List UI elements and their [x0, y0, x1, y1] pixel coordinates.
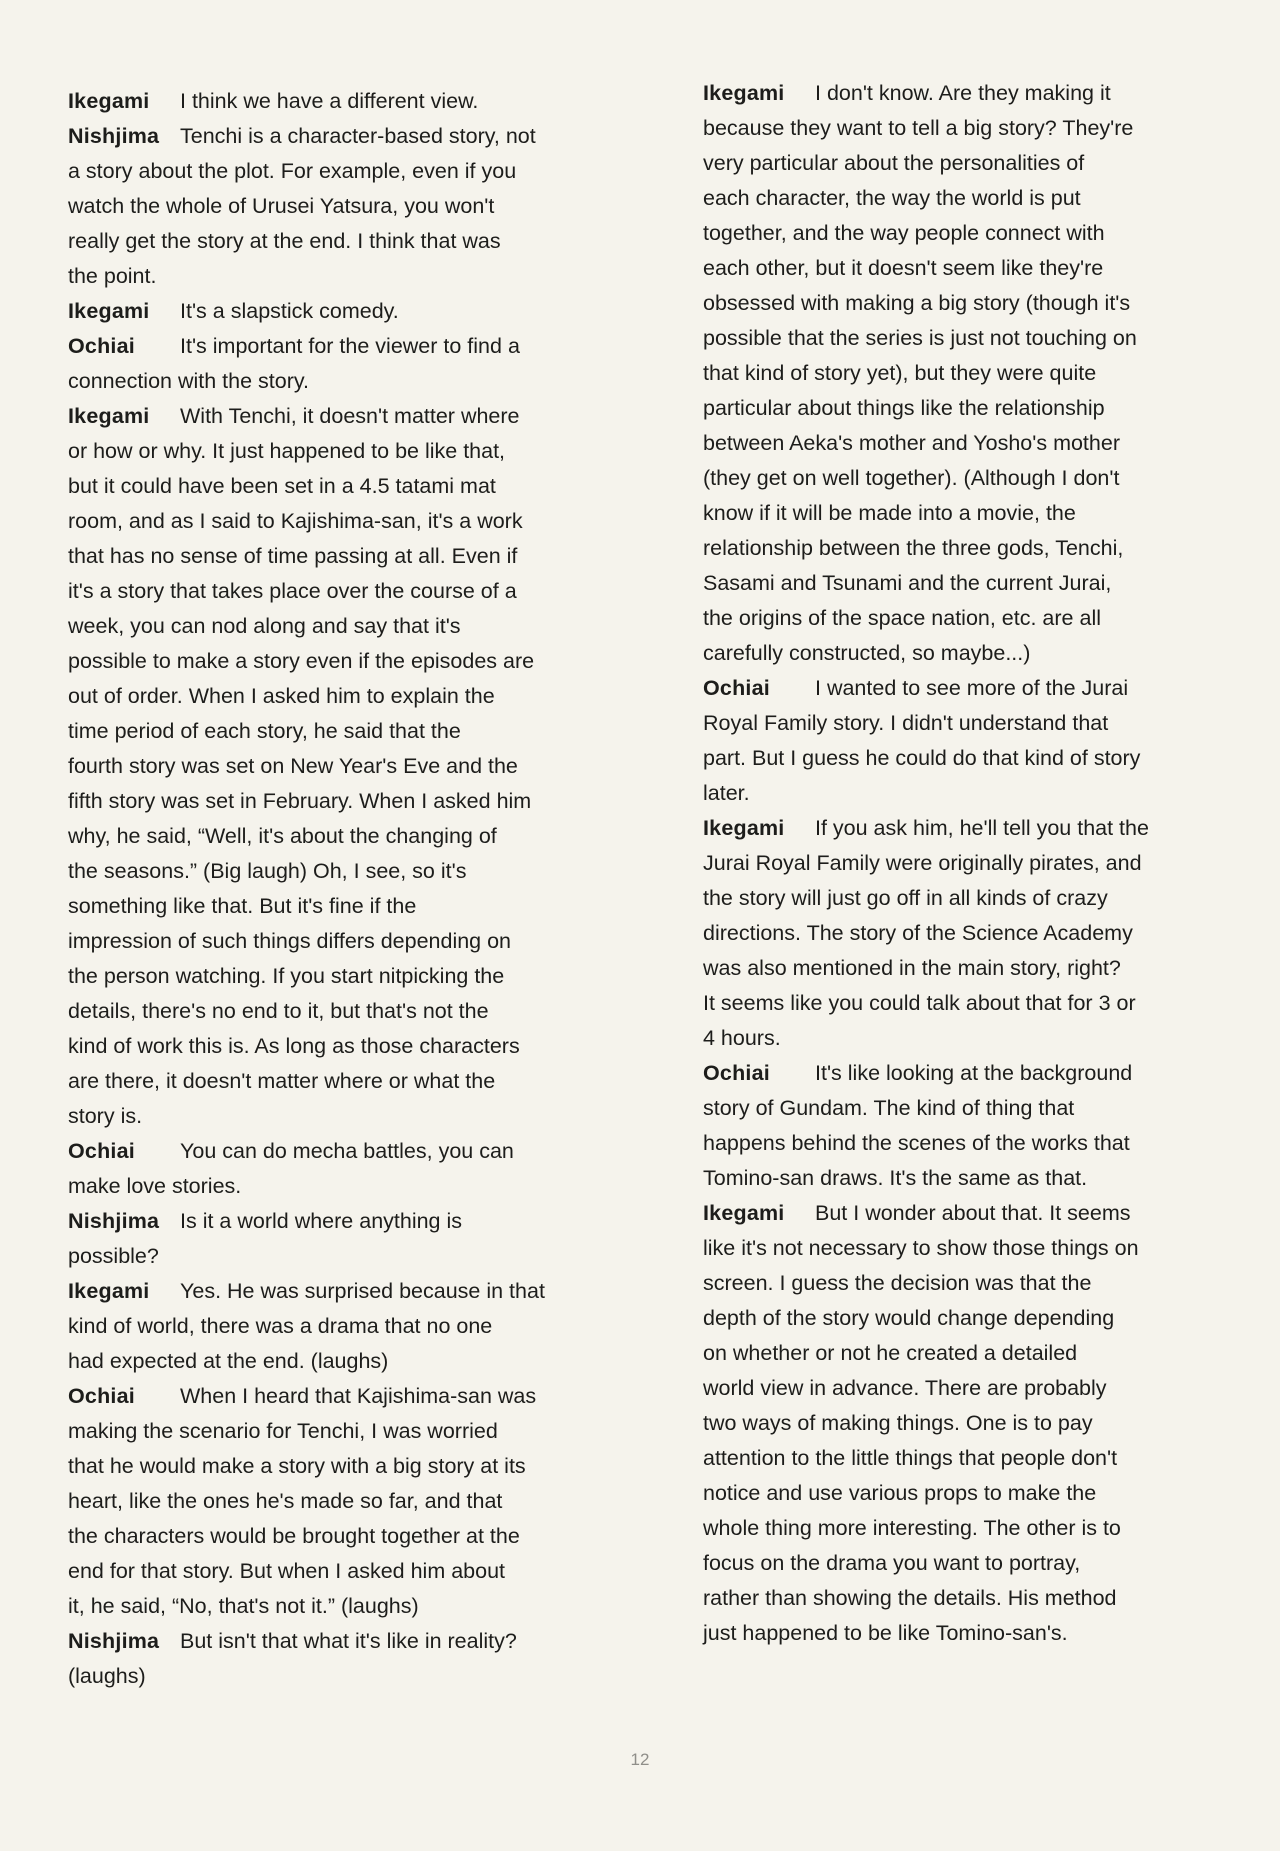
dialogue-line: [703, 1196, 1218, 1231]
dialogue-line: the seasons.” (Big laugh) Oh, I see, so it's: [68, 859, 467, 883]
dialogue-line: [68, 329, 608, 364]
dialogue-line: (laughs): [68, 1664, 146, 1688]
dialogue-line: on whether or not he created a detailed: [703, 1341, 1078, 1365]
dialogue-line: together, and the way people connect with: [703, 221, 1105, 245]
dialogue-line: rather than showing the details. His method: [703, 1586, 1117, 1610]
dialogue-line: something like that. But it's fine if the: [68, 894, 417, 918]
dialogue-text: It's like looking at the background: [815, 1061, 1133, 1085]
dialogue-paragraph: [703, 1056, 1218, 1196]
dialogue-line: kind of work this is. As long as those characters: [68, 1034, 520, 1058]
dialogue-line: [68, 1624, 608, 1659]
dialogue-line: the origins of the space nation, etc. are all: [703, 606, 1101, 630]
dialogue-paragraph: [68, 119, 608, 294]
dialogue-text: I wanted to see more of the Jurai: [815, 676, 1129, 700]
dialogue-line: kind of world, there was a drama that no one: [68, 1314, 493, 1338]
dialogue-line: story is.: [68, 1104, 143, 1128]
dialogue-line: had expected at the end. (laughs): [68, 1349, 389, 1373]
dialogue-line: each character, the way the world is put: [703, 186, 1081, 210]
speaker-name: Ikegami: [68, 404, 150, 428]
dialogue-line: possible to make a story even if the episodes are: [68, 649, 535, 673]
dialogue-line: [68, 399, 608, 434]
dialogue-line: whole thing more interesting. The other is to: [703, 1516, 1121, 1540]
dialogue-line: really get the story at the end. I think that was: [68, 229, 501, 253]
dialogue-line: particular about things like the relationship: [703, 396, 1105, 420]
dialogue-line: room, and as I said to Kajishima-san, it's a work: [68, 509, 523, 533]
dialogue-text: Yes. He was surprised because in that: [180, 1279, 545, 1303]
dialogue-line: between Aeka's mother and Yosho's mother: [703, 431, 1120, 455]
dialogue-text: It's important for the viewer to find a: [180, 334, 520, 358]
dialogue-text: With Tenchi, it doesn't matter where: [180, 404, 520, 428]
dialogue-line: make love stories.: [68, 1174, 242, 1198]
dialogue-line: relationship between the three gods, Tenchi,: [703, 536, 1124, 560]
dialogue-line: was also mentioned in the main story, right?: [703, 956, 1121, 980]
dialogue-text: But isn't that what it's like in reality?: [180, 1629, 517, 1653]
dialogue-paragraph: [68, 1134, 608, 1204]
speaker-name: Ikegami: [68, 89, 150, 113]
dialogue-line: impression of such things differs depending on: [68, 929, 512, 953]
page-number: 12: [630, 1750, 650, 1769]
speaker-name: Ochiai: [68, 1384, 135, 1408]
dialogue-text: I don't know. Are they making it: [815, 81, 1111, 105]
dialogue-line: depth of the story would change depending: [703, 1306, 1115, 1330]
dialogue-line: are there, it doesn't matter where or what the: [68, 1069, 496, 1093]
dialogue-line: [68, 294, 608, 329]
dialogue-line: know if it will be made into a movie, the: [703, 501, 1076, 525]
dialogue-line: Sasami and Tsunami and the current Jurai,: [703, 571, 1112, 595]
dialogue-paragraph: [68, 399, 608, 1134]
dialogue-line: focus on the drama you want to portray,: [703, 1551, 1081, 1575]
dialogue-line: Tomino-san draws. It's the same as that.: [703, 1166, 1088, 1190]
dialogue-paragraph: [68, 1624, 608, 1694]
dialogue-line: [703, 811, 1218, 846]
speaker-name: Ikegami: [703, 1201, 785, 1225]
dialogue-text: You can do mecha battles, you can: [180, 1139, 514, 1163]
dialogue-line: time period of each story, he said that the: [68, 719, 461, 743]
dialogue-line: Royal Family story. I didn't understand that: [703, 711, 1109, 735]
dialogue-line: [68, 1379, 608, 1414]
dialogue-line: making the scenario for Tenchi, I was worried: [68, 1419, 498, 1443]
speaker-name: Ochiai: [68, 334, 135, 358]
dialogue-line: very particular about the personalities of: [703, 151, 1085, 175]
dialogue-paragraph: [703, 811, 1218, 1056]
dialogue-line: the characters would be brought together at the: [68, 1524, 520, 1548]
dialogue-text: Is it a world where anything is: [180, 1209, 463, 1233]
dialogue-text: When I heard that Kajishima-san was: [180, 1384, 537, 1408]
speaker-name: Ochiai: [703, 676, 770, 700]
dialogue-line: fifth story was set in February. When I asked him: [68, 789, 532, 813]
dialogue-paragraph: [68, 1379, 608, 1624]
dialogue-line: 4 hours.: [703, 1026, 781, 1050]
dialogue-line: the story will just go off in all kinds of crazy: [703, 886, 1108, 910]
speaker-name: Nishjima: [68, 1209, 160, 1233]
dialogue-text: But I wonder about that. It seems: [815, 1201, 1131, 1225]
dialogue-line: week, you can nod along and say that it's: [68, 614, 461, 638]
dialogue-line: It seems like you could talk about that for 3 or: [703, 991, 1136, 1015]
dialogue-line: world view in advance. There are probably: [703, 1376, 1107, 1400]
dialogue-line: watch the whole of Urusei Yatsura, you won't: [68, 194, 495, 218]
dialogue-line: [68, 119, 608, 154]
dialogue-line: heart, like the ones he's made so far, and that: [68, 1489, 503, 1513]
speaker-name: Ochiai: [68, 1139, 135, 1163]
dialogue-paragraph: [68, 1274, 608, 1379]
dialogue-line: story of Gundam. The kind of thing that: [703, 1096, 1075, 1120]
dialogue-line: [68, 1274, 608, 1309]
dialogue-line: notice and use various props to make the: [703, 1481, 1097, 1505]
dialogue-line: that has no sense of time passing at all. Even if: [68, 544, 518, 568]
dialogue-line: [703, 1056, 1218, 1091]
dialogue-line: (they get on well together). (Although I don't: [703, 466, 1120, 490]
dialogue-line: [68, 1204, 608, 1239]
dialogue-line: why, he said, “Well, it's about the changing of: [68, 824, 497, 848]
dialogue-line: carefully constructed, so maybe...): [703, 641, 1031, 665]
dialogue-line: happens behind the scenes of the works that: [703, 1131, 1130, 1155]
dialogue-paragraph: [68, 294, 608, 329]
transcript-column-right: [703, 76, 1218, 1651]
dialogue-line: connection with the story.: [68, 369, 310, 393]
dialogue-line: [68, 1134, 608, 1169]
dialogue-line: that he would make a story with a big story at its: [68, 1454, 526, 1478]
dialogue-line: directions. The story of the Science Academy: [703, 921, 1133, 945]
dialogue-line: later.: [703, 781, 750, 805]
dialogue-line: attention to the little things that people don't: [703, 1446, 1118, 1470]
dialogue-line: because they want to tell a big story? They're: [703, 116, 1134, 140]
dialogue-line: it's a story that takes place over the course of a: [68, 579, 517, 603]
dialogue-paragraph: [68, 84, 608, 119]
dialogue-text: Tenchi is a character-based story, not: [180, 124, 536, 148]
dialogue-line: out of order. When I asked him to explain the: [68, 684, 495, 708]
dialogue-line: the person watching. If you start nitpicking the: [68, 964, 505, 988]
dialogue-text: It's a slapstick comedy.: [180, 299, 399, 323]
dialogue-line: just happened to be like Tomino-san's.: [703, 1621, 1068, 1645]
speaker-name: Nishjima: [68, 1629, 160, 1653]
speaker-name: Ikegami: [703, 81, 785, 105]
dialogue-line: each other, but it doesn't seem like they're: [703, 256, 1104, 280]
speaker-name: Ikegami: [703, 816, 785, 840]
dialogue-line: end for that story. But when I asked him about: [68, 1559, 506, 1583]
dialogue-line: fourth story was set on New Year's Eve and the: [68, 754, 518, 778]
dialogue-paragraph: [68, 329, 608, 399]
dialogue-paragraph: [703, 76, 1218, 671]
dialogue-text: I think we have a different view.: [180, 89, 479, 113]
dialogue-line: [68, 84, 608, 119]
dialogue-line: that kind of story yet), but they were quite: [703, 361, 1097, 385]
dialogue-line: it, he said, “No, that's not it.” (laughs): [68, 1594, 419, 1618]
dialogue-line: the point.: [68, 264, 157, 288]
dialogue-line: screen. I guess the decision was that the: [703, 1271, 1092, 1295]
dialogue-line: possible?: [68, 1244, 159, 1268]
dialogue-line: possible that the series is just not touching on: [703, 326, 1137, 350]
dialogue-line: Jurai Royal Family were originally pirates, and: [703, 851, 1142, 875]
dialogue-line: details, there's no end to it, but that's not the: [68, 999, 489, 1023]
dialogue-line: or how or why. It just happened to be like that,: [68, 439, 506, 463]
dialogue-line: [703, 671, 1218, 706]
dialogue-paragraph: [68, 1204, 608, 1274]
dialogue-line: part. But I guess he could do that kind of story: [703, 746, 1141, 770]
speaker-name: Nishjima: [68, 124, 160, 148]
dialogue-line: two ways of making things. One is to pay: [703, 1411, 1093, 1435]
dialogue-line: [703, 76, 1218, 111]
dialogue-line: a story about the plot. For example, even if you: [68, 159, 517, 183]
dialogue-line: like it's not necessary to show those things on: [703, 1236, 1139, 1260]
speaker-name: Ikegami: [68, 1279, 150, 1303]
dialogue-line: but it could have been set in a 4.5 tatami mat: [68, 474, 496, 498]
dialogue-line: obsessed with making a big story (though it's: [703, 291, 1131, 315]
speaker-name: Ikegami: [68, 299, 150, 323]
dialogue-text: If you ask him, he'll tell you that the: [815, 816, 1149, 840]
speaker-name: Ochiai: [703, 1061, 770, 1085]
dialogue-paragraph: [703, 671, 1218, 811]
dialogue-paragraph: [703, 1196, 1218, 1651]
transcript-column-left: [68, 84, 608, 1694]
